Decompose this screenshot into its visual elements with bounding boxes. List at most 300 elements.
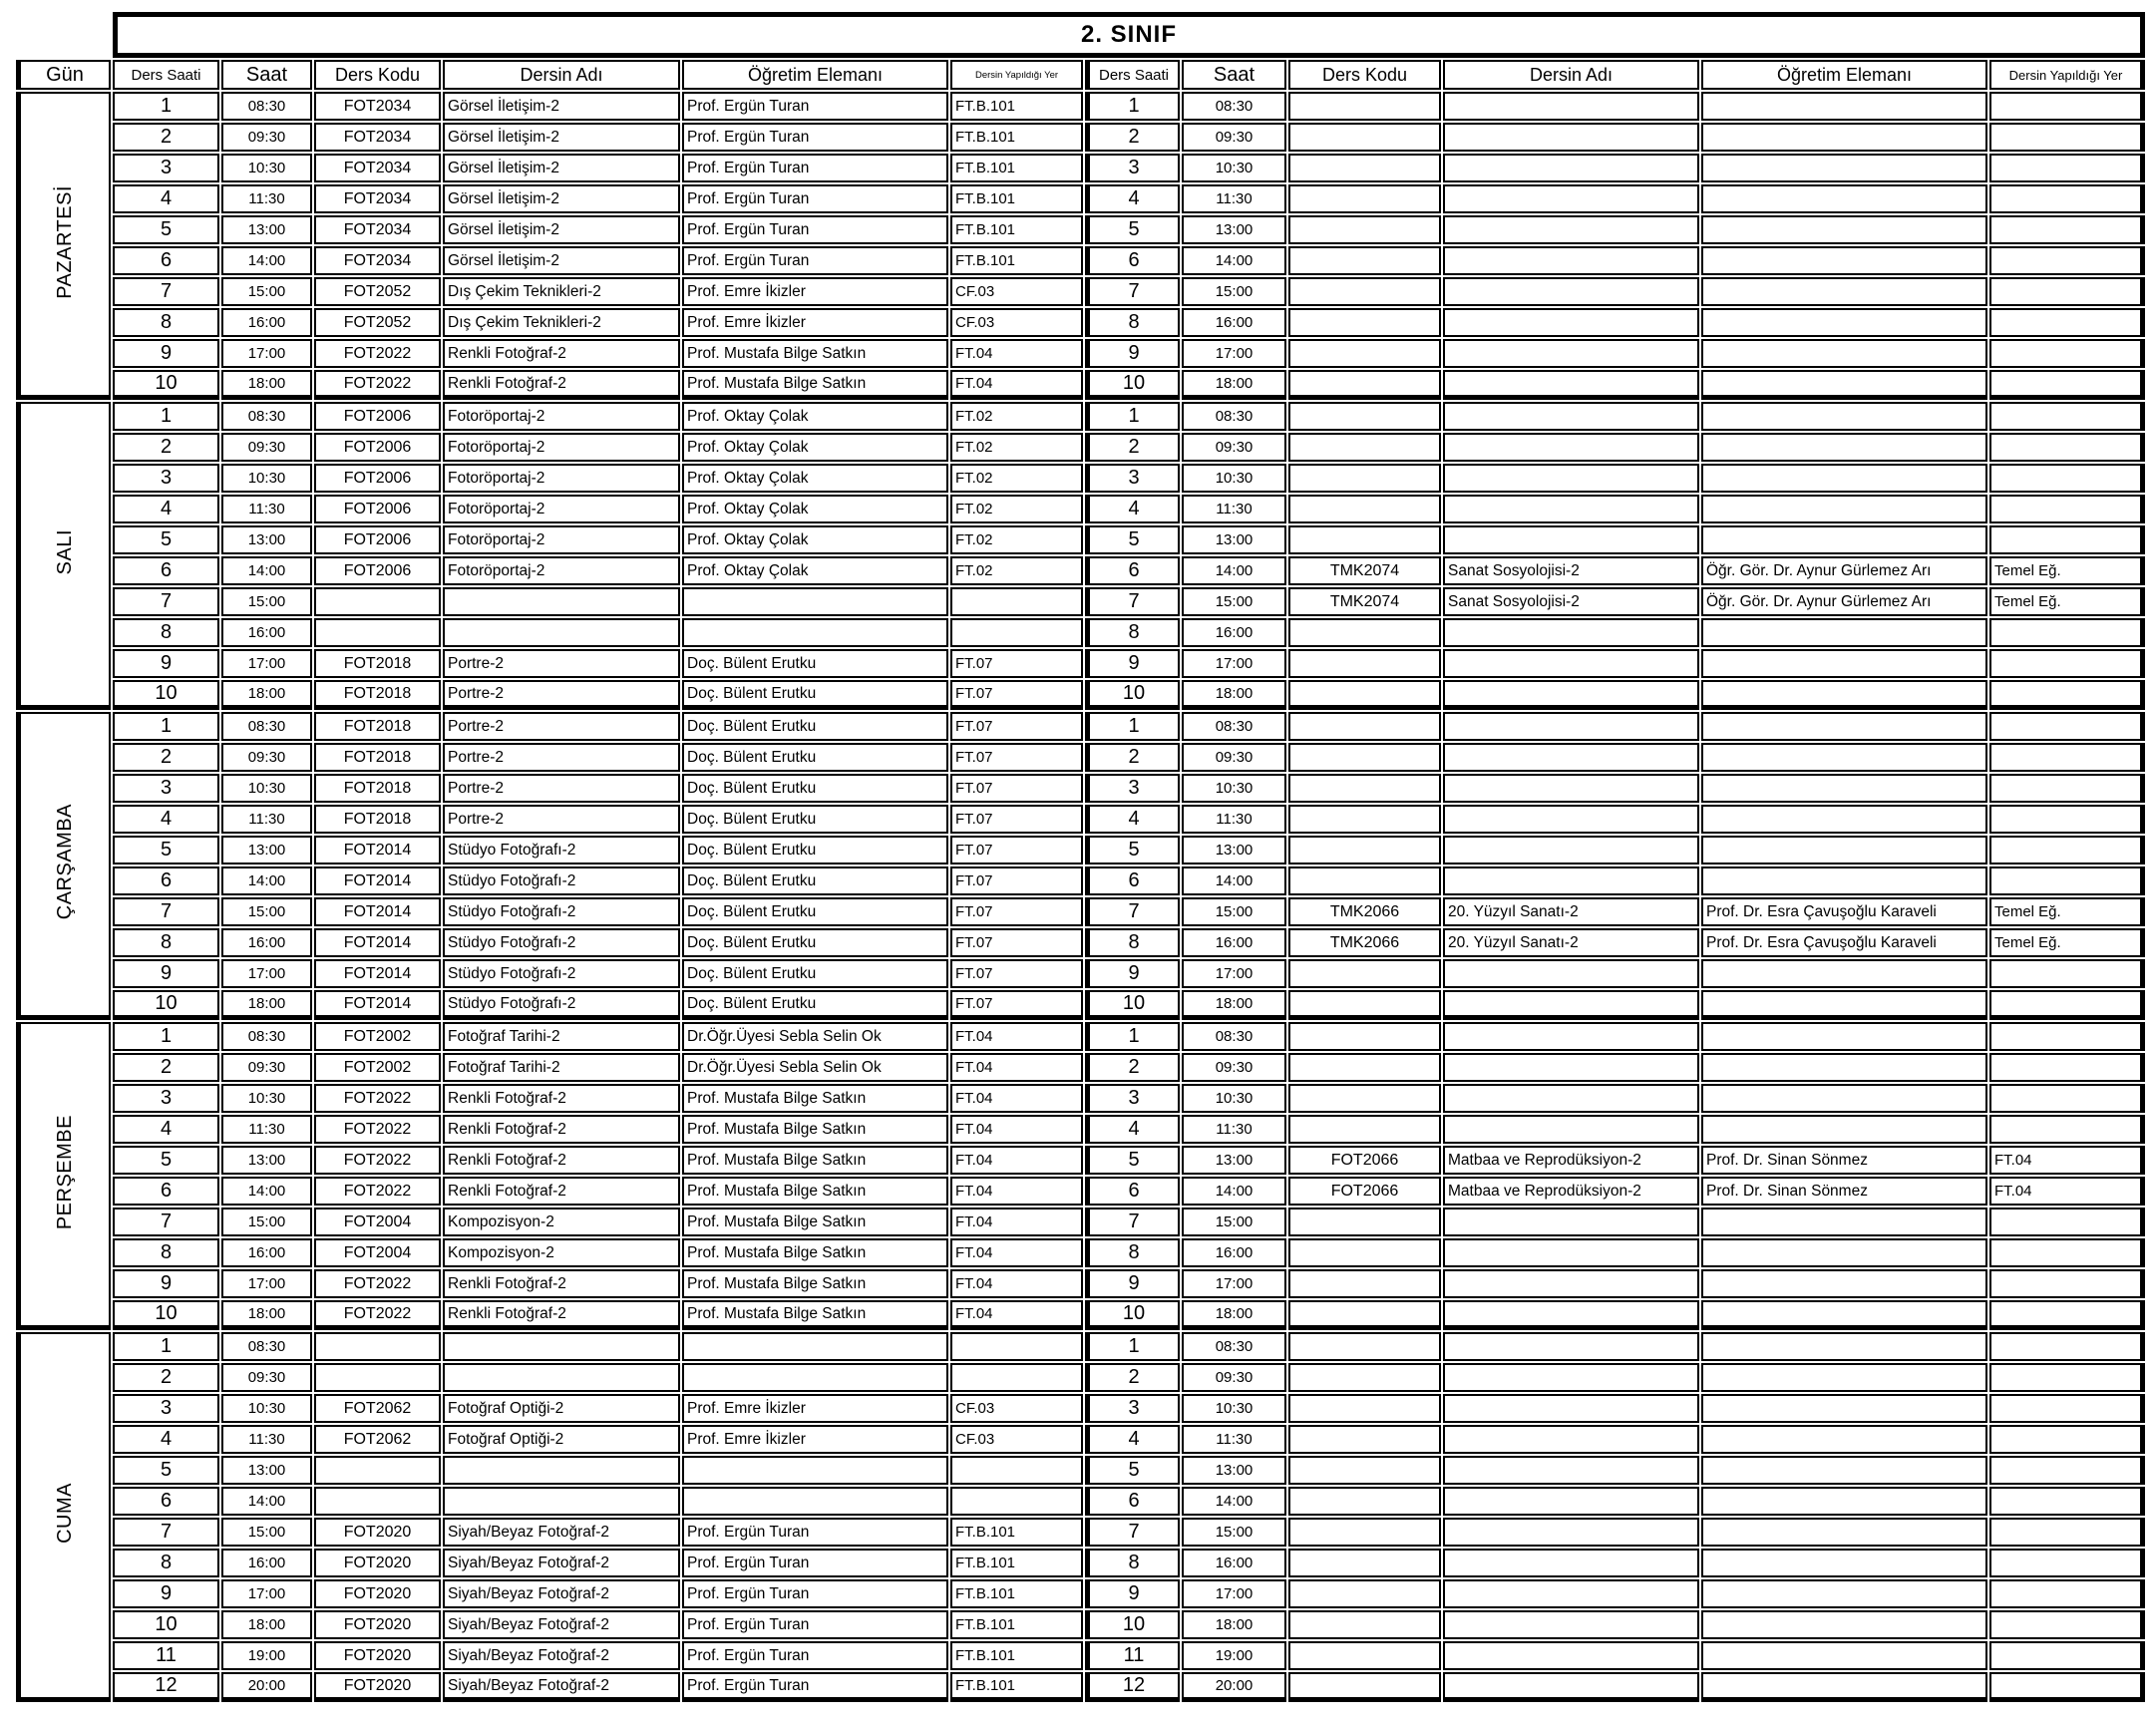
- course-name-cell: [1443, 525, 1699, 554]
- lecturer-cell: [1701, 1208, 1987, 1236]
- time-cell: 08:30: [221, 1332, 312, 1361]
- time-cell: 15:00: [1182, 1208, 1286, 1236]
- period-cell: 3: [113, 464, 219, 493]
- day-label: SALI: [54, 528, 76, 575]
- time-cell: 10:30: [221, 774, 312, 803]
- schedule-row: [16, 618, 2145, 647]
- room-cell: [1989, 1022, 2145, 1051]
- room-cell: FT.04: [950, 1146, 1083, 1175]
- course-name-cell: Fotoröportaj-2: [443, 525, 680, 554]
- time-cell: 15:00: [221, 587, 312, 616]
- time-cell: 20:00: [1182, 1672, 1286, 1702]
- room-cell: [1989, 712, 2145, 741]
- period-cell: 5: [1085, 1146, 1180, 1175]
- period-cell: 8: [1085, 308, 1180, 337]
- lecturer-cell: [1701, 1394, 1987, 1423]
- room-cell: [1989, 743, 2145, 772]
- period-cell: 5: [113, 525, 219, 554]
- schedule-row: [16, 587, 2145, 616]
- room-cell: [1989, 618, 2145, 647]
- time-cell: 14:00: [221, 1177, 312, 1206]
- time-cell: 17:00: [221, 339, 312, 368]
- course-name-cell: [1443, 246, 1699, 275]
- period-cell: 10: [113, 1300, 219, 1330]
- lecturer-cell: [1701, 774, 1987, 803]
- lecturer-cell: Doç. Bülent Erutku: [682, 959, 948, 988]
- time-cell: 17:00: [221, 649, 312, 678]
- course-code-cell: [1288, 1115, 1441, 1144]
- time-cell: 10:30: [221, 154, 312, 182]
- course-code-cell: [1288, 1084, 1441, 1113]
- lecturer-cell: Prof. Ergün Turan: [682, 246, 948, 275]
- time-cell: 13:00: [221, 836, 312, 864]
- course-code-cell: FOT2004: [314, 1208, 441, 1236]
- period-cell: 5: [1085, 836, 1180, 864]
- time-cell: 18:00: [221, 370, 312, 400]
- course-name-cell: Fotoğraf Tarihi-2: [443, 1022, 680, 1051]
- time-cell: 11:30: [1182, 184, 1286, 213]
- period-cell: 1: [1085, 402, 1180, 431]
- course-code-cell: [1288, 1610, 1441, 1639]
- room-cell: [1989, 123, 2145, 152]
- room-cell: [950, 587, 1083, 616]
- room-cell: [1989, 184, 2145, 213]
- room-cell: [1989, 1300, 2145, 1330]
- period-cell: 8: [1085, 618, 1180, 647]
- schedule-row: [16, 649, 2145, 678]
- course-name-cell: Görsel İletişim-2: [443, 154, 680, 182]
- course-code-cell: FOT2006: [314, 556, 441, 585]
- period-cell: 6: [113, 556, 219, 585]
- room-cell: [1989, 1084, 2145, 1113]
- lecturer-cell: [682, 1332, 948, 1361]
- lecturer-cell: [1701, 154, 1987, 182]
- course-name-cell: [1443, 990, 1699, 1020]
- lecturer-cell: [682, 618, 948, 647]
- room-cell: [1989, 1518, 2145, 1547]
- course-name-cell: Stüdyo Fotoğrafı-2: [443, 990, 680, 1020]
- course-code-cell: [1288, 215, 1441, 244]
- time-cell: 18:00: [1182, 680, 1286, 710]
- course-code-cell: FOT2002: [314, 1053, 441, 1082]
- time-cell: 14:00: [1182, 1487, 1286, 1516]
- period-cell: 12: [1085, 1672, 1180, 1702]
- lecturer-cell: Prof. Ergün Turan: [682, 215, 948, 244]
- room-cell: FT.07: [950, 712, 1083, 741]
- course-name-cell: Kompozisyon-2: [443, 1208, 680, 1236]
- course-code-cell: FOT2034: [314, 92, 441, 121]
- course-name-cell: [1443, 402, 1699, 431]
- time-cell: 17:00: [1182, 1269, 1286, 1298]
- time-cell: 09:30: [1182, 743, 1286, 772]
- lecturer-cell: Prof. Ergün Turan: [682, 92, 948, 121]
- course-name-cell: [1443, 712, 1699, 741]
- course-code-cell: FOT2020: [314, 1518, 441, 1547]
- lecturer-cell: [1701, 246, 1987, 275]
- course-name-cell: Fotoröportaj-2: [443, 495, 680, 523]
- period-cell: 6: [113, 1487, 219, 1516]
- lecturer-cell: [1701, 618, 1987, 647]
- column-header-gun: Gün: [16, 60, 111, 90]
- schedule-row: [16, 123, 2145, 152]
- course-code-cell: [1288, 123, 1441, 152]
- time-cell: 17:00: [1182, 959, 1286, 988]
- lecturer-cell: [682, 1456, 948, 1485]
- lecturer-cell: Prof. Oktay Çolak: [682, 495, 948, 523]
- course-code-cell: FOT2022: [314, 339, 441, 368]
- room-cell: [1989, 1579, 2145, 1608]
- room-cell: FT.07: [950, 836, 1083, 864]
- schedule-row: [16, 1425, 2145, 1454]
- period-cell: 3: [1085, 1084, 1180, 1113]
- column-header-saat-2: Saat: [1182, 60, 1286, 90]
- lecturer-cell: [1701, 464, 1987, 493]
- time-cell: 13:00: [1182, 525, 1286, 554]
- time-cell: 11:30: [1182, 1425, 1286, 1454]
- column-header-ogretim-elemani: Öğretim Elemanı: [682, 60, 948, 90]
- lecturer-cell: Dr.Öğr.Üyesi Sebla Selin Ok: [682, 1022, 948, 1051]
- course-code-cell: FOT2034: [314, 123, 441, 152]
- period-cell: 1: [113, 1332, 219, 1361]
- time-cell: 15:00: [221, 897, 312, 926]
- course-name-cell: Fotoröportaj-2: [443, 556, 680, 585]
- room-cell: Temel Eğ.: [1989, 556, 2145, 585]
- period-cell: 3: [1085, 1394, 1180, 1423]
- lecturer-cell: [1701, 1115, 1987, 1144]
- time-cell: 09:30: [1182, 1363, 1286, 1392]
- period-cell: 4: [113, 495, 219, 523]
- period-cell: 9: [113, 339, 219, 368]
- course-name-cell: Fotoröportaj-2: [443, 433, 680, 462]
- time-cell: 14:00: [221, 866, 312, 895]
- period-cell: 5: [1085, 1456, 1180, 1485]
- lecturer-cell: Prof. Dr. Sinan Sönmez: [1701, 1177, 1987, 1206]
- course-code-cell: [1288, 433, 1441, 462]
- period-cell: 6: [1085, 556, 1180, 585]
- time-cell: 18:00: [221, 990, 312, 1020]
- time-cell: 10:30: [1182, 1084, 1286, 1113]
- period-cell: 1: [113, 402, 219, 431]
- lecturer-cell: [682, 1363, 948, 1392]
- column-header-dersin-adi-2: Dersin Adı: [1443, 60, 1699, 90]
- time-cell: 13:00: [221, 1456, 312, 1485]
- period-cell: 3: [113, 774, 219, 803]
- lecturer-cell: [1701, 1610, 1987, 1639]
- room-cell: [1989, 1641, 2145, 1670]
- course-code-cell: [1288, 1332, 1441, 1361]
- period-cell: 3: [1085, 464, 1180, 493]
- time-cell: 18:00: [1182, 990, 1286, 1020]
- period-cell: 7: [1085, 897, 1180, 926]
- room-cell: [1989, 1425, 2145, 1454]
- time-cell: 18:00: [1182, 370, 1286, 400]
- lecturer-cell: [1701, 1549, 1987, 1577]
- course-name-cell: [1443, 1208, 1699, 1236]
- course-code-cell: [1288, 1425, 1441, 1454]
- schedule-body: [16, 92, 2145, 1702]
- lecturer-cell: [682, 1487, 948, 1516]
- lecturer-cell: Öğr. Gör. Dr. Aynur Gürlemez Arı: [1701, 587, 1987, 616]
- timetable: [14, 10, 2147, 1704]
- room-cell: [1989, 1115, 2145, 1144]
- course-code-cell: FOT2018: [314, 774, 441, 803]
- period-cell: 7: [1085, 1208, 1180, 1236]
- lecturer-cell: Prof. Ergün Turan: [682, 184, 948, 213]
- lecturer-cell: [1701, 1022, 1987, 1051]
- course-code-cell: [1288, 866, 1441, 895]
- time-cell: 18:00: [221, 1300, 312, 1330]
- period-cell: 9: [113, 959, 219, 988]
- day-label: ÇARŞAMBA: [54, 804, 76, 920]
- course-name-cell: Renkli Fotoğraf-2: [443, 1177, 680, 1206]
- lecturer-cell: [1701, 525, 1987, 554]
- period-cell: 7: [113, 587, 219, 616]
- room-cell: CF.03: [950, 1425, 1083, 1454]
- room-cell: [1989, 402, 2145, 431]
- schedule-row: [16, 1238, 2145, 1267]
- time-cell: 08:30: [221, 1022, 312, 1051]
- course-code-cell: TMK2074: [1288, 556, 1441, 585]
- schedule-row: [16, 92, 2145, 121]
- course-code-cell: [1288, 712, 1441, 741]
- course-name-cell: Dış Çekim Teknikleri-2: [443, 308, 680, 337]
- time-cell: 17:00: [1182, 649, 1286, 678]
- course-code-cell: FOT2014: [314, 897, 441, 926]
- course-code-cell: FOT2020: [314, 1672, 441, 1702]
- schedule-row: [16, 370, 2145, 400]
- course-code-cell: [314, 587, 441, 616]
- lecturer-cell: Prof. Mustafa Bilge Satkın: [682, 1269, 948, 1298]
- course-name-cell: [1443, 1022, 1699, 1051]
- course-name-cell: [1443, 92, 1699, 121]
- room-cell: FT.04: [950, 1269, 1083, 1298]
- period-cell: 7: [113, 1518, 219, 1547]
- schedule-row: [16, 1394, 2145, 1423]
- course-code-cell: FOT2020: [314, 1579, 441, 1608]
- period-cell: 6: [113, 246, 219, 275]
- lecturer-cell: Prof. Mustafa Bilge Satkın: [682, 339, 948, 368]
- time-cell: 09:30: [1182, 433, 1286, 462]
- time-cell: 08:30: [1182, 402, 1286, 431]
- course-code-cell: FOT2052: [314, 277, 441, 306]
- schedule-row: [16, 184, 2145, 213]
- period-cell: 12: [113, 1672, 219, 1702]
- course-code-cell: [1288, 1208, 1441, 1236]
- period-cell: 7: [113, 1208, 219, 1236]
- course-code-cell: [1288, 774, 1441, 803]
- lecturer-cell: [1701, 1300, 1987, 1330]
- room-cell: [1989, 246, 2145, 275]
- course-name-cell: Renkli Fotoğraf-2: [443, 1269, 680, 1298]
- course-name-cell: [1443, 1610, 1699, 1639]
- course-name-cell: [1443, 1641, 1699, 1670]
- course-code-cell: FOT2062: [314, 1394, 441, 1423]
- course-name-cell: Fotoğraf Tarihi-2: [443, 1053, 680, 1082]
- room-cell: FT.07: [950, 866, 1083, 895]
- room-cell: FT.04: [950, 1084, 1083, 1113]
- lecturer-cell: [1701, 866, 1987, 895]
- course-name-cell: Siyah/Beyaz Fotoğraf-2: [443, 1579, 680, 1608]
- time-cell: 16:00: [1182, 308, 1286, 337]
- room-cell: [1989, 649, 2145, 678]
- schedule-row: [16, 836, 2145, 864]
- room-cell: [1989, 215, 2145, 244]
- period-cell: 8: [1085, 928, 1180, 957]
- period-cell: 9: [113, 649, 219, 678]
- course-name-cell: [1443, 680, 1699, 710]
- course-code-cell: [314, 1456, 441, 1485]
- course-code-cell: [1288, 1456, 1441, 1485]
- lecturer-cell: Öğr. Gör. Dr. Aynur Gürlemez Arı: [1701, 556, 1987, 585]
- time-cell: 19:00: [221, 1641, 312, 1670]
- course-code-cell: [1288, 1269, 1441, 1298]
- room-cell: FT.04: [950, 339, 1083, 368]
- time-cell: 15:00: [1182, 897, 1286, 926]
- room-cell: [1989, 464, 2145, 493]
- period-cell: 4: [1085, 805, 1180, 834]
- room-cell: FT.B.101: [950, 1549, 1083, 1577]
- lecturer-cell: [1701, 1269, 1987, 1298]
- column-header-yer-2: Dersin Yapıldığı Yer: [1989, 60, 2145, 90]
- room-cell: FT.07: [950, 774, 1083, 803]
- time-cell: 11:30: [1182, 495, 1286, 523]
- course-name-cell: Portre-2: [443, 743, 680, 772]
- room-cell: [1989, 1208, 2145, 1236]
- room-cell: [950, 618, 1083, 647]
- lecturer-cell: Prof. Oktay Çolak: [682, 464, 948, 493]
- course-code-cell: [314, 1487, 441, 1516]
- course-name-cell: [1443, 184, 1699, 213]
- time-cell: 11:30: [221, 1115, 312, 1144]
- period-cell: 3: [1085, 154, 1180, 182]
- course-code-cell: [1288, 836, 1441, 864]
- schedule-row: [16, 1208, 2145, 1236]
- period-cell: 10: [113, 680, 219, 710]
- day-label: PERŞEMBE: [54, 1114, 76, 1230]
- lecturer-cell: Prof. Mustafa Bilge Satkın: [682, 1177, 948, 1206]
- course-name-cell: [1443, 1238, 1699, 1267]
- schedule-row: [16, 556, 2145, 585]
- course-code-cell: [314, 1332, 441, 1361]
- room-cell: [1989, 836, 2145, 864]
- room-cell: [1989, 1487, 2145, 1516]
- lecturer-cell: [1701, 402, 1987, 431]
- time-cell: 16:00: [221, 928, 312, 957]
- period-cell: 4: [113, 1425, 219, 1454]
- room-cell: FT.04: [950, 370, 1083, 400]
- course-name-cell: [1443, 495, 1699, 523]
- column-header-ogretim-elemani-2: Öğretim Elemanı: [1701, 60, 1987, 90]
- course-name-cell: Siyah/Beyaz Fotoğraf-2: [443, 1610, 680, 1639]
- course-code-cell: TMK2074: [1288, 587, 1441, 616]
- time-cell: 17:00: [221, 1269, 312, 1298]
- course-code-cell: FOT2022: [314, 1300, 441, 1330]
- time-cell: 16:00: [221, 618, 312, 647]
- room-cell: FT.07: [950, 649, 1083, 678]
- room-cell: FT.B.101: [950, 1610, 1083, 1639]
- period-cell: 4: [113, 1115, 219, 1144]
- room-cell: FT.02: [950, 402, 1083, 431]
- period-cell: 10: [113, 1610, 219, 1639]
- course-code-cell: [1288, 277, 1441, 306]
- time-cell: 08:30: [221, 712, 312, 741]
- room-cell: FT.B.101: [950, 154, 1083, 182]
- period-cell: 9: [1085, 649, 1180, 678]
- time-cell: 10:30: [1182, 154, 1286, 182]
- room-cell: [950, 1487, 1083, 1516]
- course-name-cell: [443, 587, 680, 616]
- time-cell: 13:00: [1182, 1146, 1286, 1175]
- course-name-cell: Görsel İletişim-2: [443, 123, 680, 152]
- lecturer-cell: [1701, 959, 1987, 988]
- schedule-row: [16, 433, 2145, 462]
- lecturer-cell: Doç. Bülent Erutku: [682, 649, 948, 678]
- period-cell: 8: [113, 928, 219, 957]
- schedule-row: [16, 805, 2145, 834]
- course-code-cell: [1288, 308, 1441, 337]
- course-name-cell: [1443, 1115, 1699, 1144]
- course-code-cell: FOT2018: [314, 805, 441, 834]
- lecturer-cell: Doç. Bülent Erutku: [682, 897, 948, 926]
- room-cell: FT.04: [950, 1300, 1083, 1330]
- lecturer-cell: Prof. Ergün Turan: [682, 1518, 948, 1547]
- course-name-cell: [1443, 308, 1699, 337]
- schedule-row: [16, 1177, 2145, 1206]
- time-cell: 08:30: [1182, 1022, 1286, 1051]
- room-cell: FT.07: [950, 928, 1083, 957]
- time-cell: 16:00: [1182, 618, 1286, 647]
- room-cell: FT.02: [950, 464, 1083, 493]
- day-label: PAZARTESİ: [54, 184, 76, 299]
- lecturer-cell: [1701, 649, 1987, 678]
- course-name-cell: Matbaa ve Reprodüksiyon-2: [1443, 1177, 1699, 1206]
- course-code-cell: [1288, 618, 1441, 647]
- room-cell: [1989, 1332, 2145, 1361]
- room-cell: FT.07: [950, 990, 1083, 1020]
- course-code-cell: FOT2034: [314, 246, 441, 275]
- period-cell: 5: [1085, 215, 1180, 244]
- lecturer-cell: [1701, 1053, 1987, 1082]
- lecturer-cell: Prof. Ergün Turan: [682, 1641, 948, 1670]
- period-cell: 5: [1085, 525, 1180, 554]
- time-cell: 11:30: [1182, 805, 1286, 834]
- course-name-cell: [1443, 154, 1699, 182]
- course-code-cell: [1288, 805, 1441, 834]
- time-cell: 16:00: [221, 1549, 312, 1577]
- time-cell: 09:30: [221, 743, 312, 772]
- lecturer-cell: [1701, 743, 1987, 772]
- lecturer-cell: [1701, 433, 1987, 462]
- lecturer-cell: [1701, 1641, 1987, 1670]
- lecturer-cell: Prof. Dr. Esra Çavuşoğlu Karaveli: [1701, 897, 1987, 926]
- lecturer-cell: [1701, 1672, 1987, 1702]
- course-code-cell: [1288, 1053, 1441, 1082]
- schedule-row: [16, 712, 2145, 741]
- period-cell: 11: [1085, 1641, 1180, 1670]
- course-name-cell: [1443, 1053, 1699, 1082]
- lecturer-cell: Prof. Mustafa Bilge Satkın: [682, 1115, 948, 1144]
- time-cell: 08:30: [221, 402, 312, 431]
- course-name-cell: [1443, 743, 1699, 772]
- schedule-row: [16, 1610, 2145, 1639]
- lecturer-cell: Doç. Bülent Erutku: [682, 805, 948, 834]
- period-cell: 4: [1085, 184, 1180, 213]
- lecturer-cell: Prof. Mustafa Bilge Satkın: [682, 370, 948, 400]
- period-cell: 6: [1085, 1487, 1180, 1516]
- lecturer-cell: [1701, 712, 1987, 741]
- course-name-cell: [1443, 1332, 1699, 1361]
- room-cell: Temel Eğ.: [1989, 928, 2145, 957]
